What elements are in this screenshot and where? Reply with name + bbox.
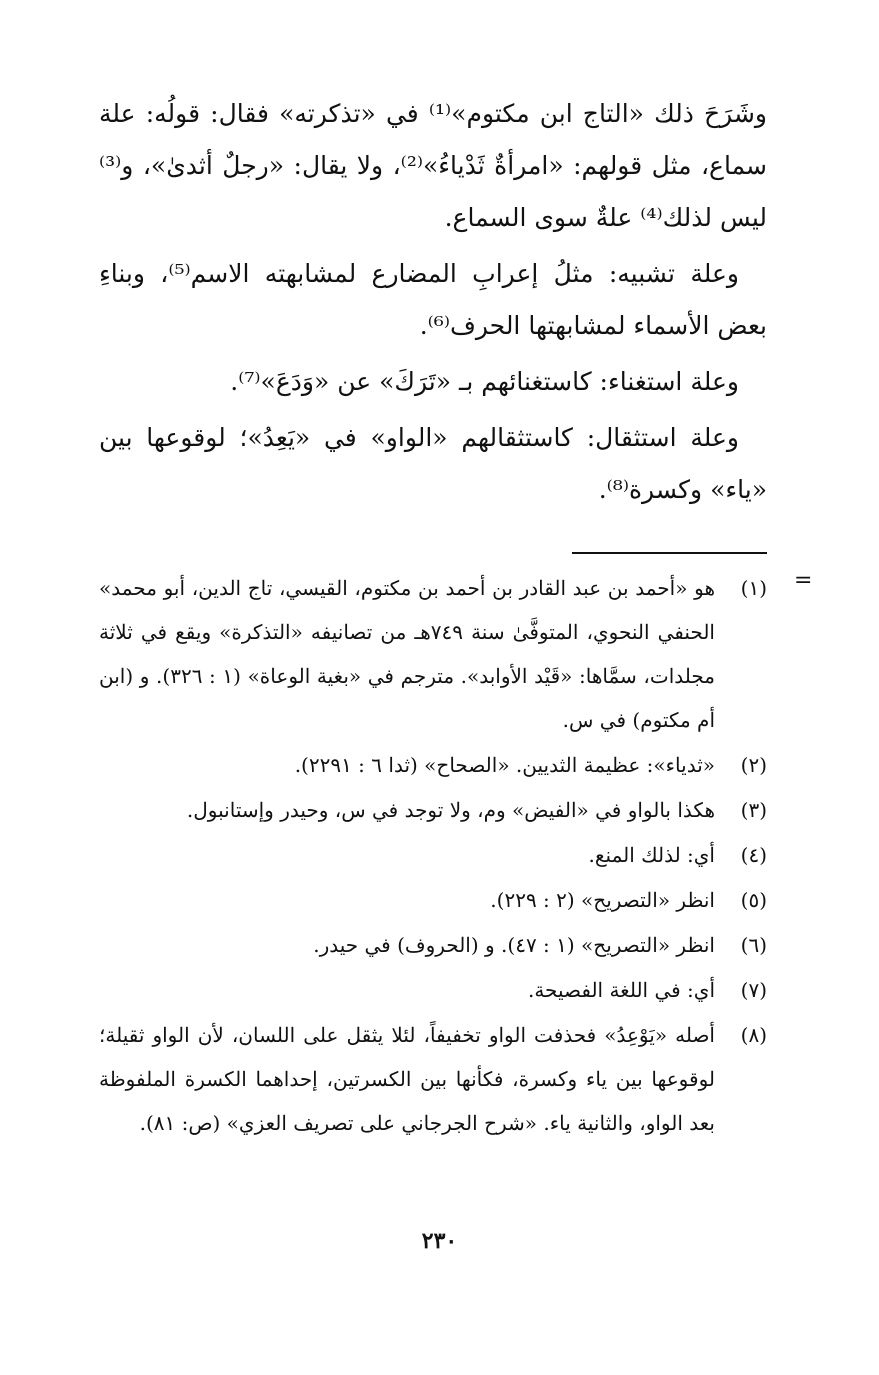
footnote-text: هكذا بالواو في «الفيض» وم، ولا توجد في س، وحيدر وإستانبول. <box>186 798 715 822</box>
footnote-text: انظر «التصريح» (٢ : ٢٢٩). <box>490 888 715 912</box>
paragraph-sama: وشَرَحَ ذلك «التاج ابن مكتوم»⁽¹⁾ في «تذكرته» فقال: قولُه: علة سماع، مثل قولهم: «امرأةٌ ثَدْياءُ»⁽²⁾، ولا يقال: «رجلٌ أثدىٰ»، و⁽³⁾ ليس لذلك⁽⁴⁾ علةٌ سوى السماع. <box>99 99 767 232</box>
continuation-mark: = <box>794 568 813 593</box>
footnote-item <box>99 566 767 742</box>
footnotes <box>99 566 767 1146</box>
footnote-number: (٦) <box>740 933 767 957</box>
paragraph-tashbih: وعلة تشبيه: مثلُ إعرابِ المضارع لمشابهته الاسم⁽⁵⁾، وبناءِ بعض الأسماء لمشابهتها الحرف⁽⁶⁾. <box>99 259 767 340</box>
footnote-text: انظر «التصريح» (١ : ٤٧). و (الحروف) في حيدر. <box>313 933 715 957</box>
page-number: ٢٣٠ <box>421 1228 458 1254</box>
footnote-number: (٧) <box>740 978 767 1002</box>
footnote-number: (٣) <box>740 798 767 822</box>
footnote-number: (١) <box>740 576 767 600</box>
footnote-number: (٤) <box>740 843 767 867</box>
footnote-text: هو «أحمد بن عبد القادر بن أحمد بن مكتوم، القيسي، تاج الدين، أبو محمد» الحنفي النحوي، المتوفَّىٰ سنة ٧٤٩هـ من تصانيفه «التذكرة» ويقع في ثلاثة مجلدات، سمَّاها: «قَيْد الأوابد». مترجم في «بغية الوعاة» (١ : ٣٢٦). و (ابن أم مكتوم) في س. <box>99 576 716 732</box>
footnote-text: أصله «يَوْعِدُ» فحذفت الواو تخفيفاً، لئلا يثقل على اللسان، لأن الواو ثقيلة؛ لوقوعها بين ياء وكسرة، فكأنها بين الكسرتين، إحداهما الكسرة الملفوظة بعد الواو، والثانية ياء. «شرح الجرجاني على تصريف العزي» (ص: ٨١). <box>99 1023 715 1135</box>
footnote-item <box>99 1013 767 1145</box>
paragraph-istithqal: وعلة استثقال: كاستثقالهم «الواو» في «يَعِدُ»؛ لوقوعها بين «ياء» وكسرة⁽⁸⁾. <box>99 423 767 504</box>
footnote-separator <box>572 552 767 554</box>
footnote-item <box>99 878 767 922</box>
main-text <box>99 88 767 520</box>
footnote-text: «ثدياء»: عظيمة الثديين. «الصحاح» (ثدا ٦ : ٢٢٩١). <box>294 753 715 777</box>
footnote-item <box>99 833 767 877</box>
footnote-item <box>99 788 767 832</box>
footnote-text: أي: في اللغة الفصيحة. <box>527 978 715 1002</box>
footnote-number: (٥) <box>740 888 767 912</box>
footnote-item <box>99 968 767 1012</box>
footnote-text: أي: لذلك المنع. <box>588 843 715 867</box>
footnote-number: (٢) <box>740 753 767 777</box>
footnote-item <box>99 743 767 787</box>
paragraph-istighna: وعلة استغناء: كاستغنائهم بـ «تَرَكَ» عن «وَدَعَ»⁽⁷⁾. <box>230 367 739 396</box>
footnote-item <box>99 923 767 967</box>
footnote-number: (٨) <box>740 1023 767 1047</box>
